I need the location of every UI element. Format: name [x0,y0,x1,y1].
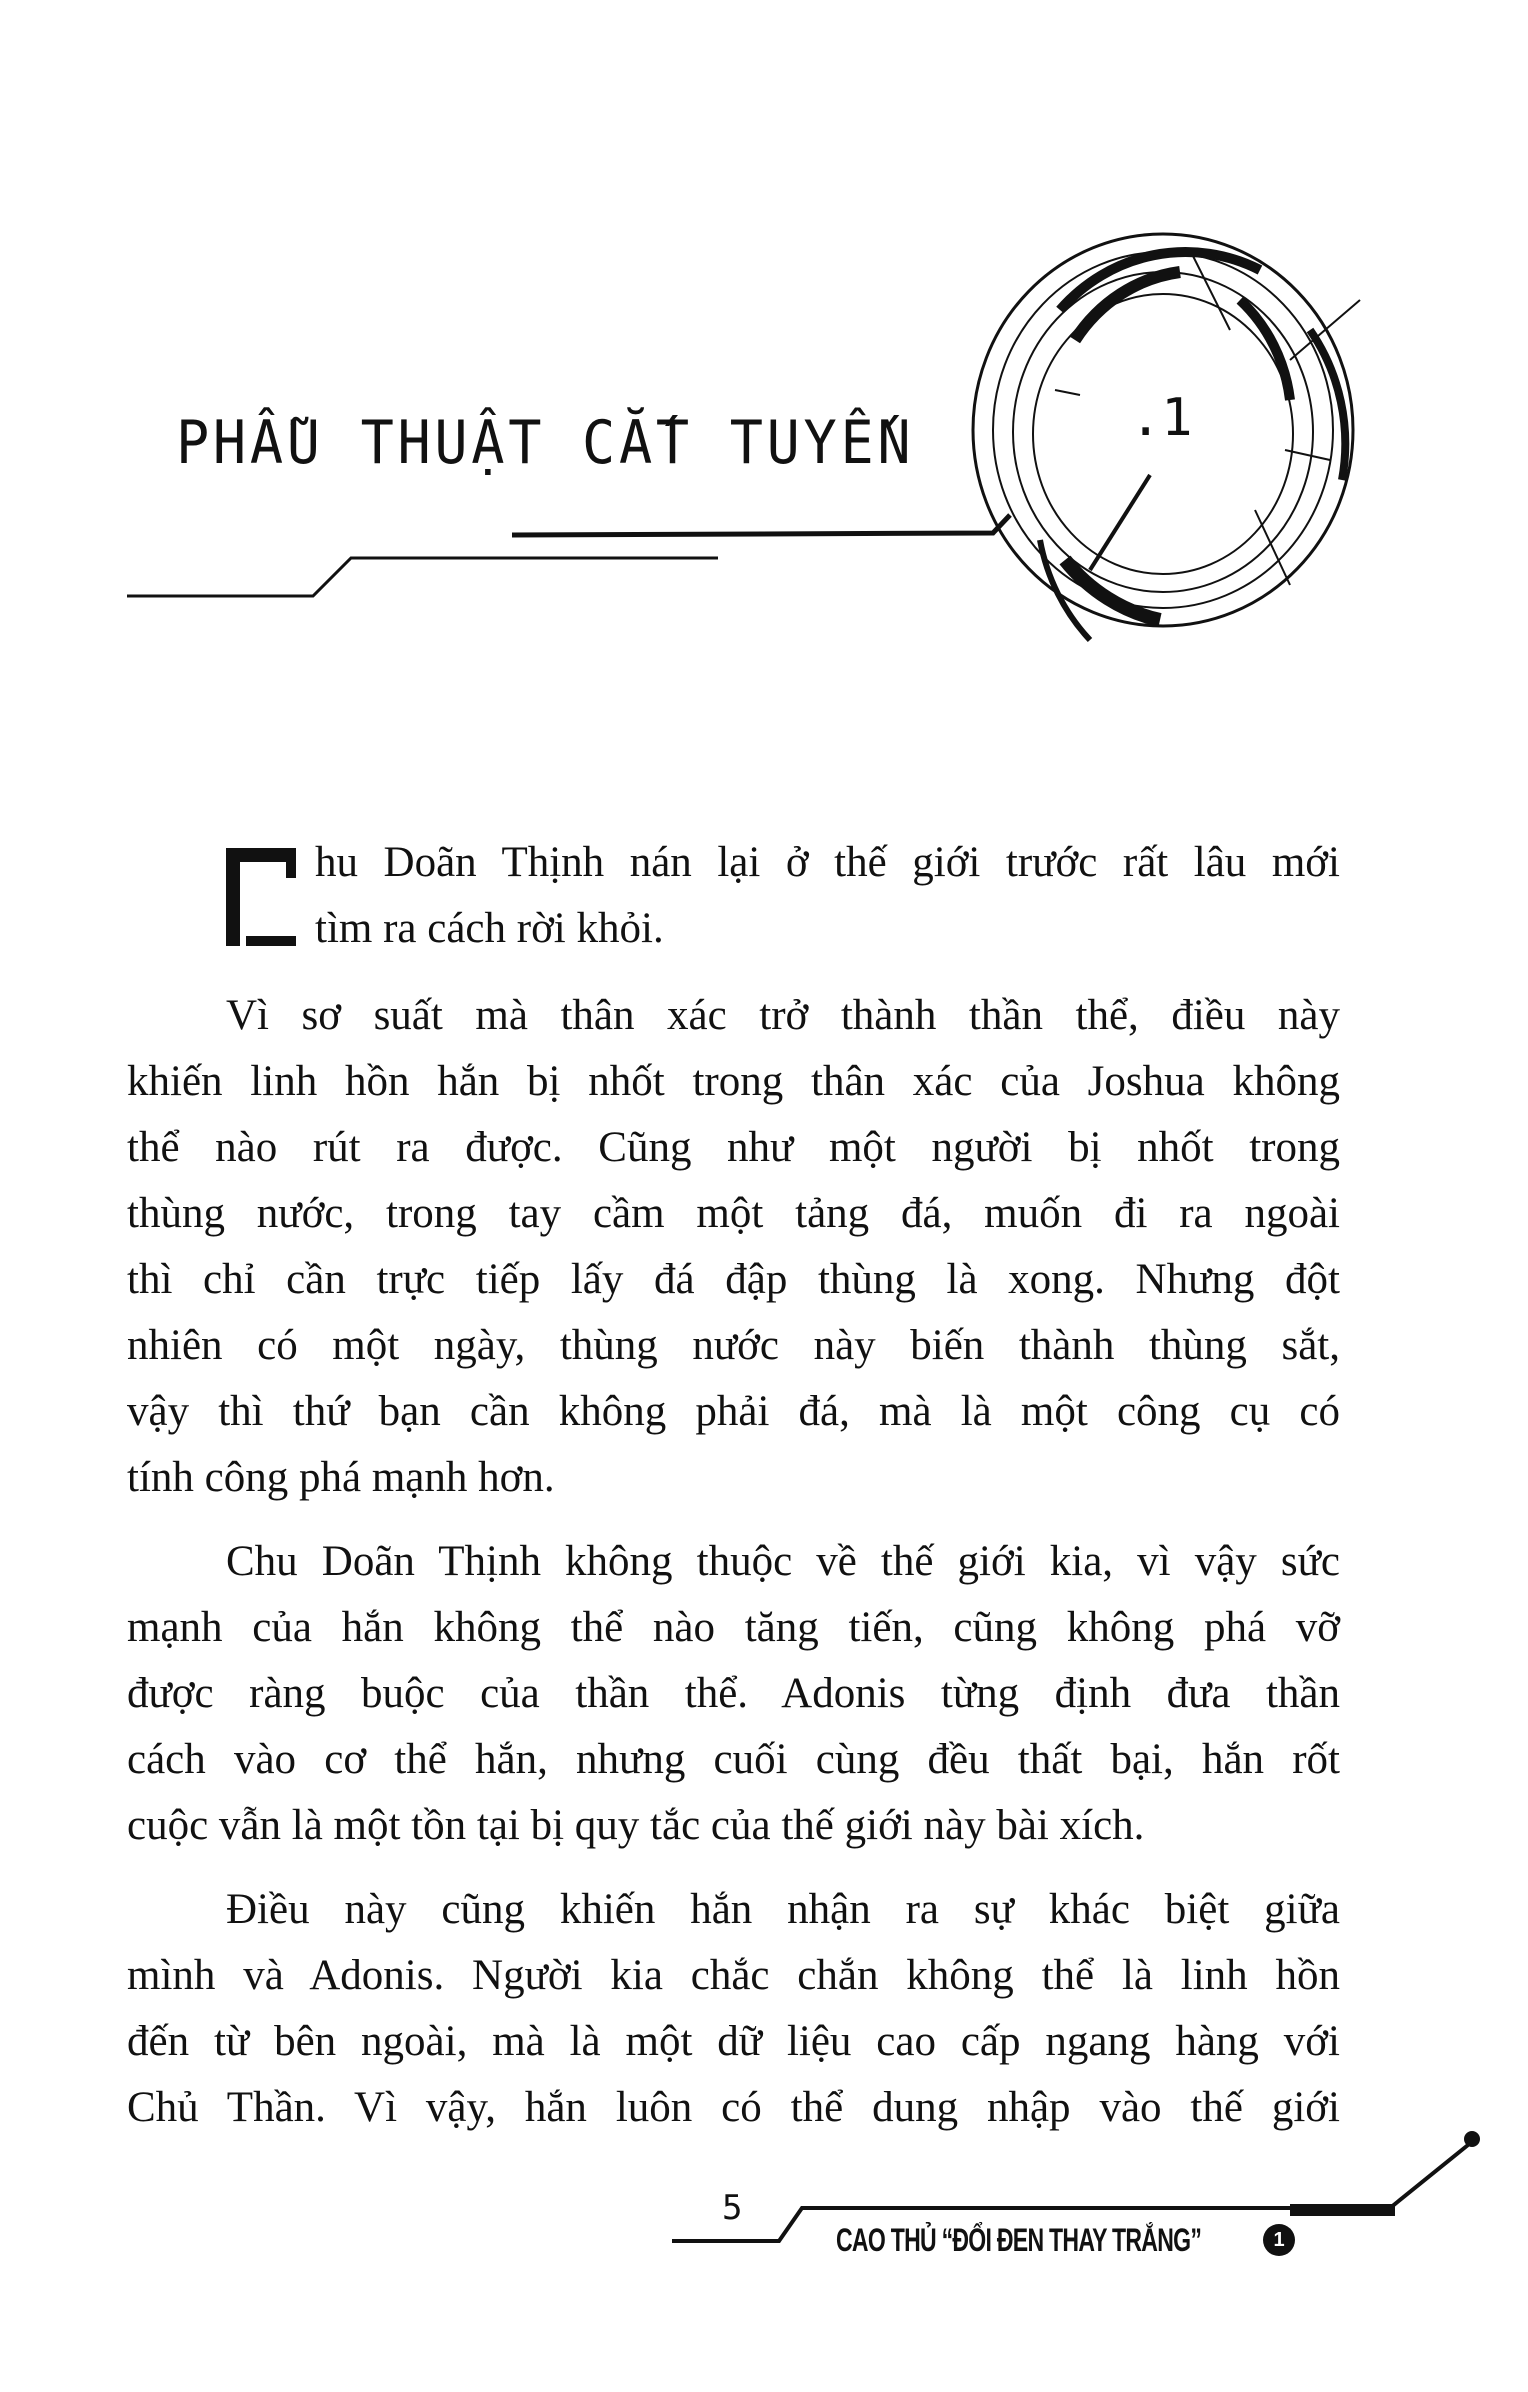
text-line: đến từ bên ngoài, mà là một dữ liệu cao cấp ngang hàng với [127,2018,1340,2065]
text-line: mình và Adonis. Người kia chắc chắn không thể là linh hồn [127,1952,1340,1999]
chapter-title: PHẪU THUẬT CẮT TUYẾN [176,408,915,478]
paragraph [127,830,1340,962]
text-line: thì chỉ cần trực tiếp lấy đá đập thùng là xong. Nhưng đột [127,1256,1340,1303]
page-number: 5 [722,2188,743,2228]
text-line: được ràng buộc của thần thể. Adonis từng định đưa thần [127,1670,1340,1717]
text-line: mạnh của hắn không thể nào tăng tiến, cũng không phá vỡ [127,1604,1340,1651]
text-line: thùng nước, trong tay cầm một tảng đá, muốn đi ra ngoài [127,1190,1340,1237]
text-line: thể nào rút ra được. Cũng như một người bị nhốt trong [127,1124,1340,1171]
text-line: cách vào cơ thể hắn, nhưng cuối cùng đều thất bại, hắn rốt [127,1736,1340,1783]
header-line-lower [127,558,718,596]
text-line: Vì sơ suất mà thân xác trở thành thần thể, điều này [226,992,1340,1039]
footer-dot-icon [1464,2131,1480,2147]
paragraph [127,983,1340,1511]
text-line: tìm ra cách rời khỏi. [315,905,664,952]
text-line: khiến linh hồn hắn bị nhốt trong thân xác của Joshua không [127,1058,1340,1105]
paragraph [127,1877,1340,2141]
text-line: hu Doãn Thịnh nán lại ở thế giới trước rất lâu mới [315,839,1340,886]
text-line: tính công phá mạnh hơn. [127,1454,555,1501]
header-line-upper [512,515,1010,535]
text-line: nhiên có một ngày, thùng nước này biến thành thùng sắt, [127,1322,1340,1369]
volume-badge: 1 [1263,2224,1295,2256]
text-line: Chủ Thần. Vì vậy, hắn luôn có thể dung nhập vào thế giới [127,2084,1340,2131]
text-line: vậy thì thứ bạn cần không phải đá, mà là một công cụ có [127,1388,1340,1435]
text-line: Chu Doãn Thịnh không thuộc về thế giới kia, vì vậy sức [226,1538,1340,1585]
paragraph [127,1529,1340,1859]
chapter-number: .1 [1130,388,1193,448]
text-line: Điều này cũng khiến hắn nhận ra sự khác biệt giữa [226,1886,1340,1933]
text-line: cuộc vẫn là một tồn tại bị quy tắc của thế giới này bài xích. [127,1802,1145,1849]
book-title: CAO THỦ “ĐỔI ĐEN THAY TRẮNG” [836,2222,1202,2258]
